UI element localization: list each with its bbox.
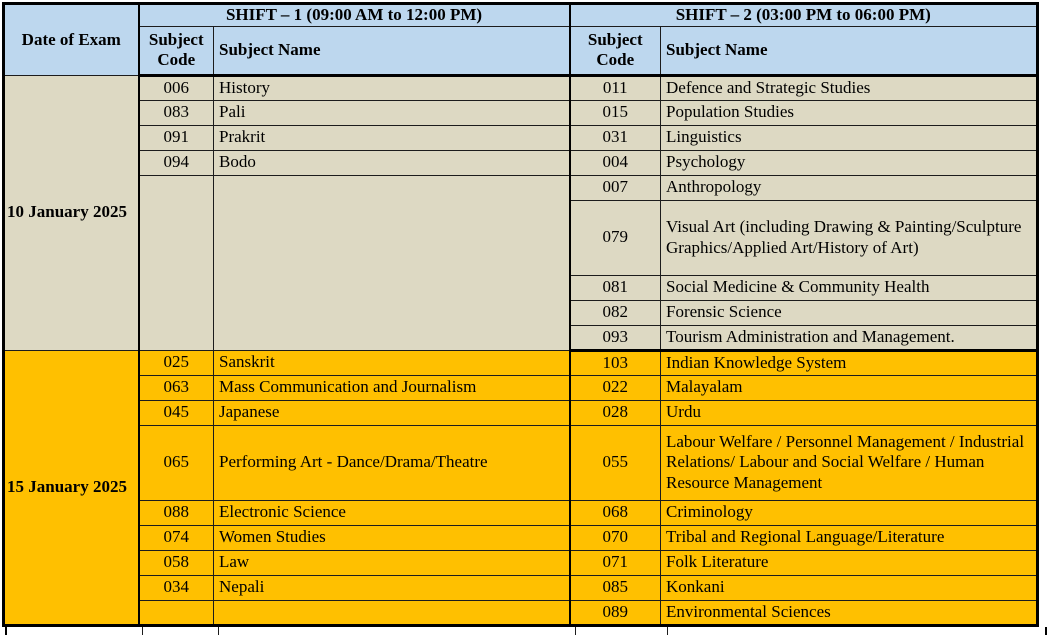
subject-name-cell: Electronic Science	[214, 500, 570, 525]
subject-name-cell: Bodo	[214, 150, 570, 175]
subject-code-cell: 094	[139, 150, 214, 175]
table-row	[4, 100, 1038, 125]
subject-name-cell: Linguistics	[661, 125, 1038, 150]
subject-code-cell: 103	[570, 350, 661, 375]
partial-name-cell	[219, 627, 576, 635]
subject-code-cell: 071	[570, 550, 661, 575]
empty-name-cell	[214, 175, 570, 350]
subject-code-cell: 082	[570, 300, 661, 325]
subject-name-cell: Law	[214, 550, 570, 575]
table-row	[4, 525, 1038, 550]
partial-code-cell	[576, 627, 668, 635]
subject-code-cell: 015	[570, 100, 661, 125]
table-row	[4, 150, 1038, 175]
table-row	[4, 350, 1038, 375]
subject-name-cell: Nepali	[214, 575, 570, 600]
subject-code-cell: 028	[570, 400, 661, 425]
exam-schedule-table	[2, 2, 1039, 627]
subject-name-cell: Tourism Administration and Management.	[661, 325, 1038, 350]
subject-code-cell: 081	[570, 275, 661, 300]
table-row	[4, 425, 1038, 500]
empty-code-cell	[139, 175, 214, 350]
subject-name-cell: Japanese	[214, 400, 570, 425]
table-row	[4, 375, 1038, 400]
subject-name-cell: Social Medicine & Community Health	[661, 275, 1038, 300]
table-row	[4, 75, 1038, 100]
subject-name-cell: Defence and Strategic Studies	[661, 75, 1038, 100]
subject-name-cell: Visual Art (including Drawing & Painting/Sculpture Graphics/Applied Art/History of Art)	[661, 200, 1038, 275]
header-shift2-subject-name: Subject Name	[661, 26, 1038, 75]
header-shift2-subject-code: Subject Code	[570, 26, 661, 75]
header-shift1: SHIFT – 1 (09:00 AM to 12:00 PM)	[139, 4, 570, 27]
empty-code-cell	[139, 600, 214, 625]
block-10-january	[4, 75, 1038, 350]
subject-code-cell: 083	[139, 100, 214, 125]
subject-name-cell: Women Studies	[214, 525, 570, 550]
subject-code-cell: 055	[570, 425, 661, 500]
block-15-january	[4, 350, 1038, 625]
subject-name-cell: Environmental Sciences	[661, 600, 1038, 625]
subject-name-cell: Anthropology	[661, 175, 1038, 200]
header-shift1-subject-name: Subject Name	[214, 26, 570, 75]
subject-name-cell: Sanskrit	[214, 350, 570, 375]
partial-code-cell	[143, 627, 219, 635]
header-shift1-subject-code: Subject Code	[139, 26, 214, 75]
table-header	[4, 4, 1038, 76]
subject-name-cell: Urdu	[661, 400, 1038, 425]
exam-schedule	[2, 2, 1047, 635]
table-row	[4, 500, 1038, 525]
subject-code-cell: 034	[139, 575, 214, 600]
next-row-partial	[5, 627, 1047, 635]
subject-name-cell: Malayalam	[661, 375, 1038, 400]
subject-name-cell: History	[214, 75, 570, 100]
subject-code-cell: 031	[570, 125, 661, 150]
subject-name-cell: Folk Literature	[661, 550, 1038, 575]
subject-name-cell: Tribal and Regional Language/Literature	[661, 525, 1038, 550]
table-row	[4, 175, 1038, 200]
table-row	[4, 575, 1038, 600]
subject-code-cell: 068	[570, 500, 661, 525]
subject-name-cell: Labour Welfare / Personnel Management / Industrial Relations/ Labour and Social Welfare / Human Resource Management	[661, 425, 1038, 500]
header-date-of-exam: Date of Exam	[4, 4, 139, 76]
subject-code-cell: 070	[570, 525, 661, 550]
subject-code-cell: 065	[139, 425, 214, 500]
subject-name-cell: Pali	[214, 100, 570, 125]
subject-code-cell: 089	[570, 600, 661, 625]
subject-name-cell: Forensic Science	[661, 300, 1038, 325]
header-shift2: SHIFT – 2 (03:00 PM to 06:00 PM)	[570, 4, 1038, 27]
subject-code-cell: 079	[570, 200, 661, 275]
subject-code-cell: 025	[139, 350, 214, 375]
table-row	[4, 125, 1038, 150]
subject-name-cell: Mass Communication and Journalism	[214, 375, 570, 400]
subject-code-cell: 045	[139, 400, 214, 425]
date-cell: 10 January 2025	[4, 75, 139, 350]
subject-code-cell: 058	[139, 550, 214, 575]
subject-name-cell: Prakrit	[214, 125, 570, 150]
table-row	[4, 550, 1038, 575]
table-row	[4, 600, 1038, 625]
subject-name-cell: Konkani	[661, 575, 1038, 600]
subject-name-cell: Criminology	[661, 500, 1038, 525]
subject-code-cell: 091	[139, 125, 214, 150]
table-row	[4, 400, 1038, 425]
subject-code-cell: 088	[139, 500, 214, 525]
subject-code-cell: 093	[570, 325, 661, 350]
subject-code-cell: 006	[139, 75, 214, 100]
subject-code-cell: 007	[570, 175, 661, 200]
subject-code-cell: 063	[139, 375, 214, 400]
partial-name-cell	[668, 627, 1047, 635]
subject-code-cell: 022	[570, 375, 661, 400]
date-cell: 15 January 2025	[4, 350, 139, 625]
subject-code-cell: 074	[139, 525, 214, 550]
subject-code-cell: 011	[570, 75, 661, 100]
subject-name-cell: Population Studies	[661, 100, 1038, 125]
partial-date-cell	[5, 627, 143, 635]
subject-name-cell: Performing Art - Dance/Drama/Theatre	[214, 425, 570, 500]
subject-name-cell: Psychology	[661, 150, 1038, 175]
empty-name-cell	[214, 600, 570, 625]
subject-code-cell: 085	[570, 575, 661, 600]
subject-code-cell: 004	[570, 150, 661, 175]
subject-name-cell: Indian Knowledge System	[661, 350, 1038, 375]
